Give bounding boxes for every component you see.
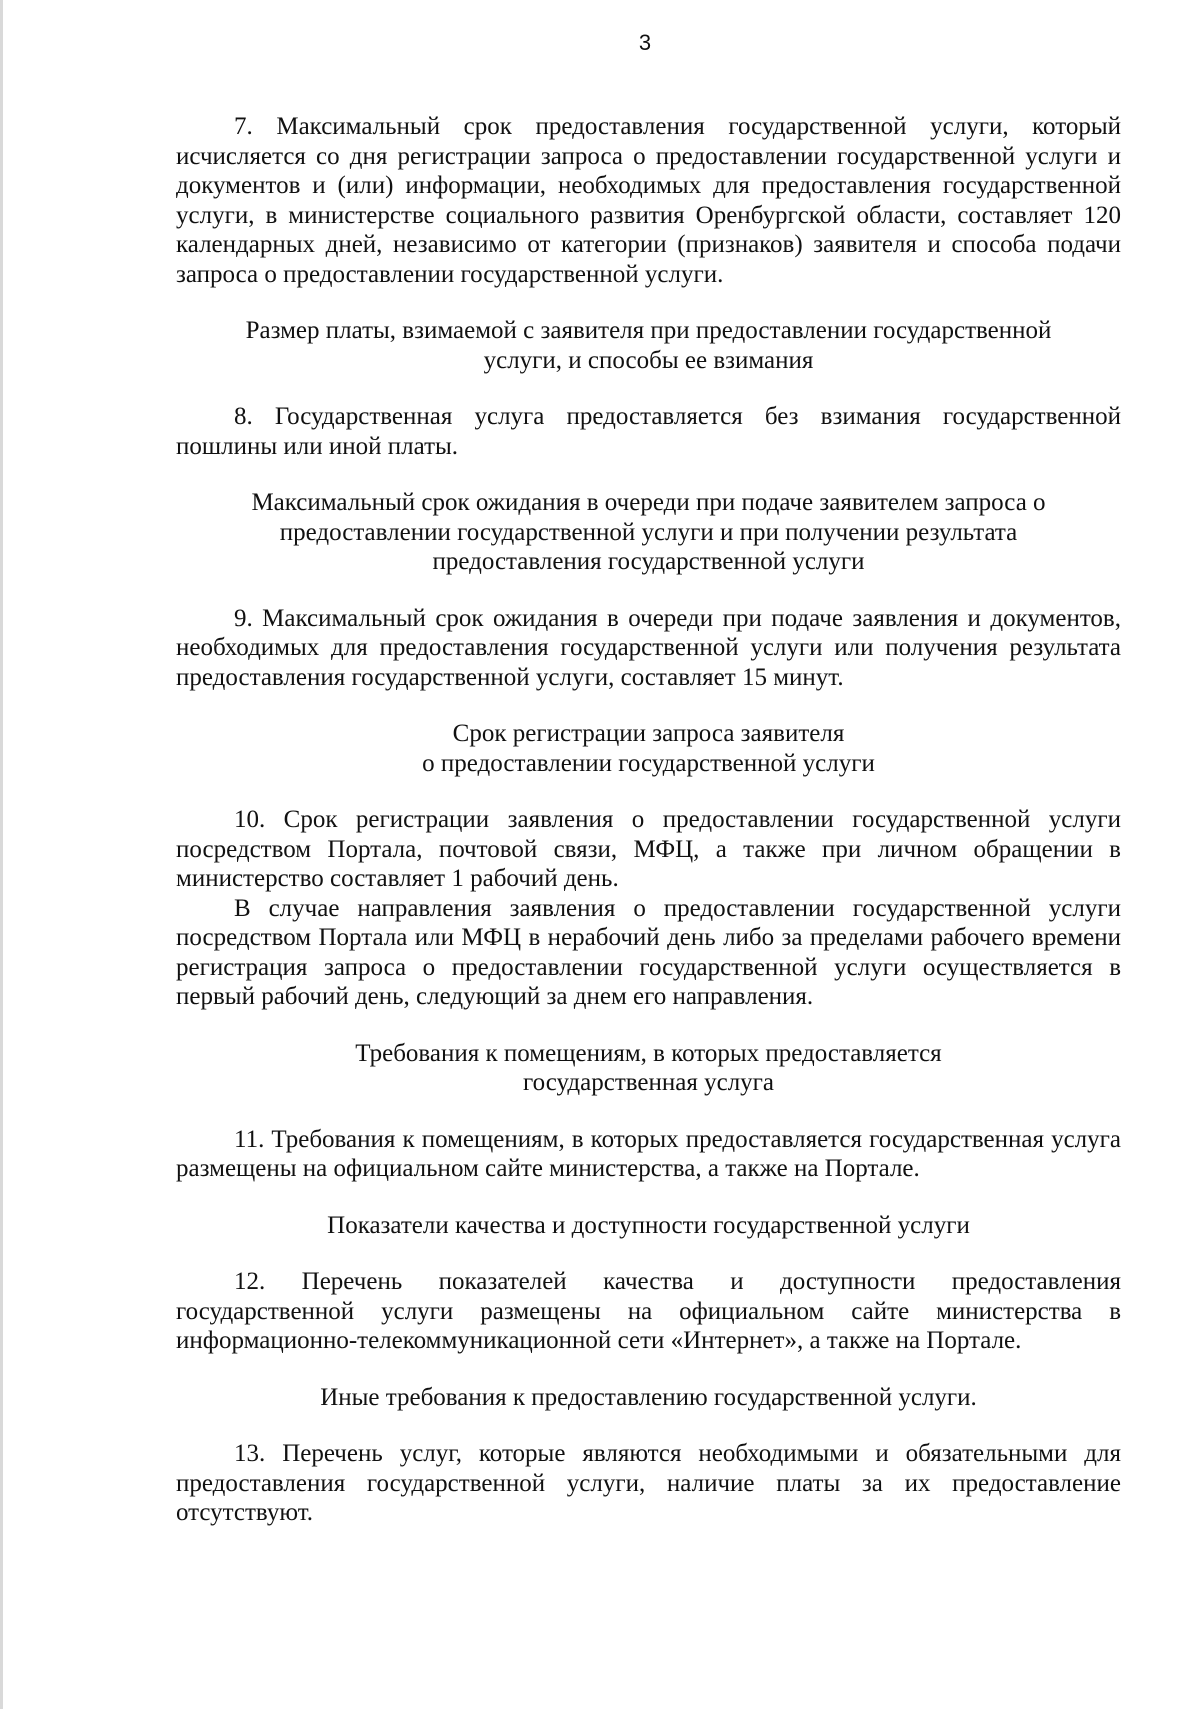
heading-premises-line-2: государственная услуга (522, 1069, 775, 1096)
paragraph-8: 8. Государственная услуга предоставляется без взимания государственной пошлины или иной платы. (176, 403, 1121, 460)
heading-other (176, 1383, 1121, 1413)
paragraph-10: 10. Срок регистрации заявления о предоставлении государственной услуги посредством Портала, почтовой связи, МФЦ, а также при личном обращении в министерство составляет 1 рабочий день. (176, 806, 1121, 892)
paragraph-9: 9. Максимальный срок ожидания в очереди при подаче заявления и документов, необходимых для предоставления государственной услуги или получения результата предоставления государственной услуги, составляет 15 минут. (176, 604, 1121, 691)
heading-queue-line-1: Максимальный срок ожидания в очереди при подаче заявителем запроса о (251, 489, 1046, 516)
heading-registration-line-2: о предоставлении государственной услуги (422, 749, 875, 777)
paragraph-11: 11. Требования к помещениям, в которых предоставляется государственная услуга размещены на официальном сайте министерства, а также на Портале. (176, 1125, 1121, 1182)
heading-other-line: Иные требования к предоставлению государственной услуги. (320, 1383, 977, 1411)
document-body (176, 112, 1121, 1528)
paragraph-12: 12. Перечень показателей качества и доступности предоставления государственной услуги размещены на официальном сайте министерства в информационно-телекоммуникационной сети «Интернет», а также на Портале. (176, 1268, 1121, 1354)
heading-quality (176, 1211, 1121, 1241)
scan-edge (0, 0, 3, 1709)
page-number: 3 (638, 30, 652, 55)
heading-fee-line-2: услуги, и способы ее взимания (483, 346, 814, 374)
heading-fee-line-1: Размер платы, взимаемой с заявителя при предоставлении государственной (245, 317, 1052, 344)
heading-quality-line: Показатели качества и доступности государственной услуги (327, 1211, 970, 1239)
heading-queue-line-2: предоставлении государственной услуги и при получении результата (279, 518, 1018, 546)
paragraph-13: 13. Перечень услуг, которые являются необходимыми и обязательными для предоставления государственной услуги, наличие платы за их предоставление отсутствуют. (176, 1440, 1121, 1526)
heading-registration-line-1: Срок регистрации запроса заявителя (452, 720, 845, 747)
paragraph-10-continued: В случае направления заявления о предоставлении государственной услуги посредством Портала или МФЦ в нерабочий день либо за пределами рабочего времени регистрация запроса о предоставлении государственной услуги осуществляется в первый рабочий день, следующий за днем его направления. (176, 894, 1121, 1010)
heading-fee (176, 316, 1121, 375)
paragraph-7: 7. Максимальный срок предоставления государственной услуги, который исчисляется со дня регистрации запроса о предоставлении государственной услуги и документов и (или) информации, необходимых для предоставления государственной услуги, в министерстве социального развития Оренбургской области, составляет 120 календарных дней, независимо от категории (признаков) заявителя и способа подачи запроса о предоставлении государственной услуги. (176, 113, 1121, 288)
heading-premises-line-1: Требования к помещениям, в которых предоставляется (355, 1039, 942, 1067)
heading-queue (176, 488, 1121, 577)
heading-registration (176, 719, 1121, 778)
heading-queue-line-3: предоставления государственной услуги (432, 548, 865, 575)
heading-premises (176, 1039, 1121, 1098)
